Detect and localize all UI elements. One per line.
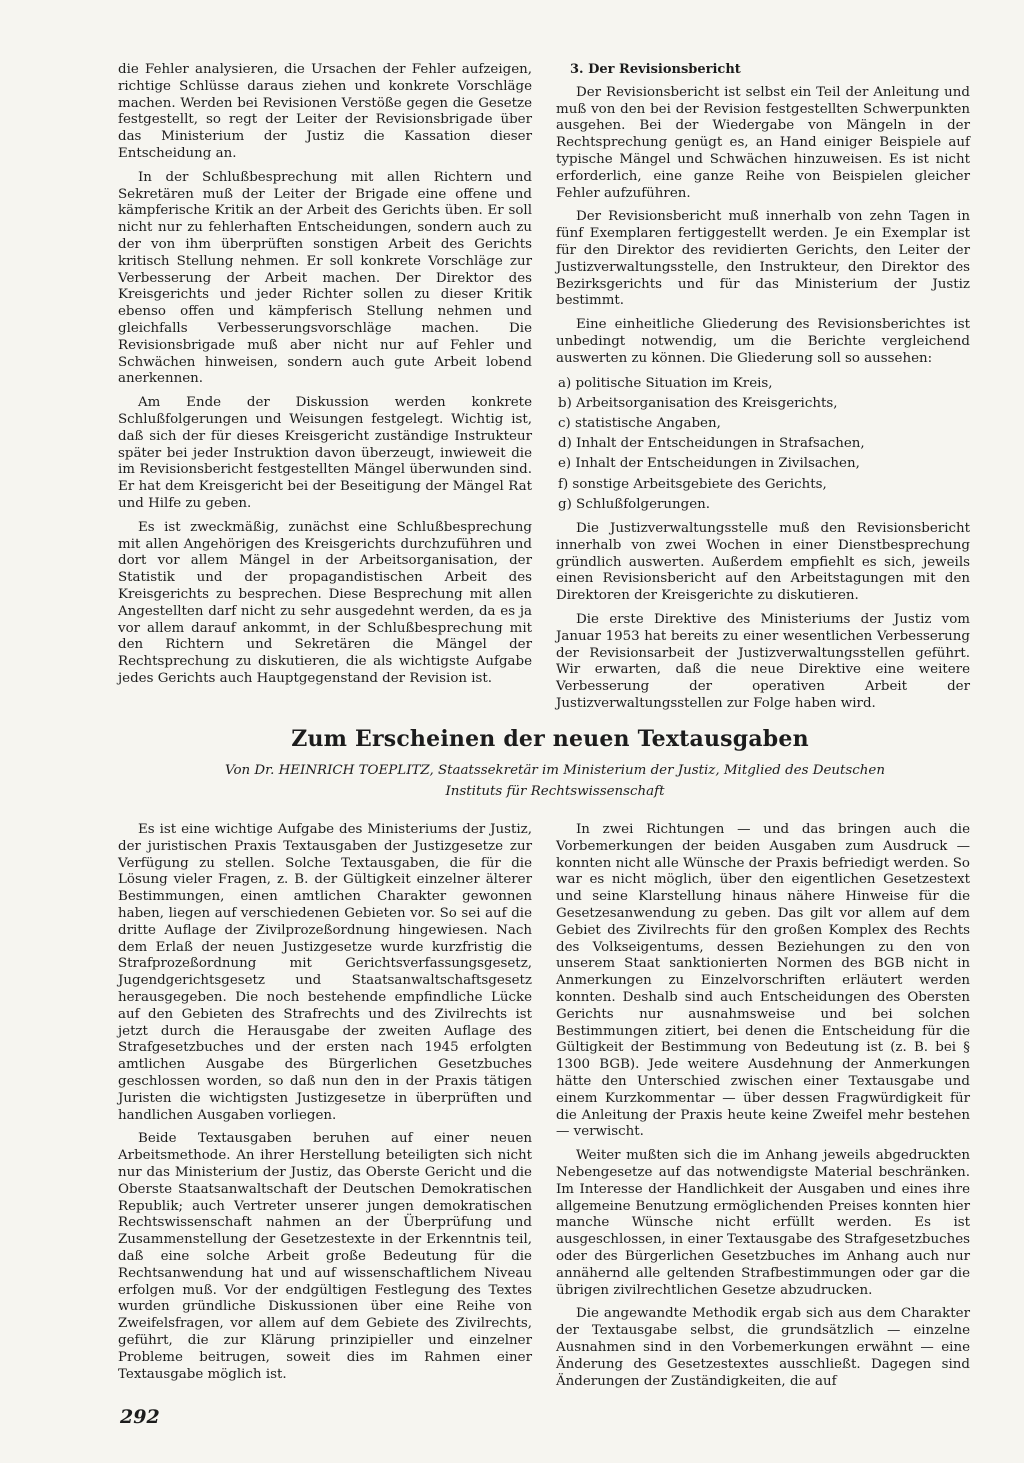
byline-line: Von Dr. HEINRICH TOEPLITZ, Staatssekretär im Ministerium der Justiz, Mitglied des Deutschen xyxy=(225,763,885,778)
paragraph: Eine einheitliche Gliederung des Revisionsberichtes ist unbedingt notwendig, um die Berichte vergleichend auswerten zu können. Die Gliederung soll so aussehen: xyxy=(556,317,970,366)
paragraph: Die Justizverwaltungsstelle muß den Revisionsbericht innerhalb von zwei Wochen in einer Dienstbesprechung gründlich auswerten. Außerdem empfiehlt es sich, jeweils einen Revisionsbericht auf den Arbeitstagungen mit den Direktoren der Kreisgerichte zu diskutieren. xyxy=(556,520,970,604)
paragraph: die Fehler analysieren, die Ursachen der Fehler aufzeigen, richtige Schlüsse daraus ziehen und konkrete Vorschläge machen. Werden bei Revisionen Verstöße gegen die Gesetze festgestellt, so regt der Leiter der Revisionsbrigade über das Ministerium der Justiz die Kassation dieser Entscheidung an. xyxy=(118,62,532,161)
paragraph: Der Revisionsbericht ist selbst ein Teil der Anleitung und muß von den bei der Revision festgestellten Schwerpunkten ausgehen. Bei der Wiedergabe von Mängeln in der Rechtsprechung genügt es, an Hand einiger Beispiele auf typische Mängel und Schwächen hinzuweisen. Es ist nicht erforderlich, eine ganze Reihe von Beispielen gleicher Fehler aufzuführen. xyxy=(556,84,970,201)
list-item: b) Arbeitsorganisation des Kreisgerichts, xyxy=(558,395,838,411)
article-title: Zum Erscheinen der neuen Textausgaben xyxy=(291,726,809,752)
list-item: d) Inhalt der Entscheidungen in Strafsachen, xyxy=(558,436,865,452)
paragraph: Die angewandte Methodik ergab sich aus dem Charakter der Textausgabe selbst, die grundsätzlich — einzelne Ausnahmen sind in den Vorbemerkungen erwähnt — eine Änderung des Gesetzestextes ausschließt. Dagegen sind Änderungen der Zuständigkeiten, die auf xyxy=(556,1306,970,1389)
paragraph: Weiter mußten sich die im Anhang jeweils abgedruckten Nebengesetze auf das notwendigste Material beschränken. Im Interesse der Handlichkeit der Ausgaben und eines ihre allgemeine Benutzung ermöglichenden Preises konnten hier manche Wünsche nicht erfüllt werden. Es ist ausgeschlossen, in einer Textausgabe des Strafgesetzbuches oder des Bürgerlichen Gesetzbuches im Anhang auch nur annähernd alle geltenden Strafbestimmungen oder gar die übrigen zivilrechtlichen Gesetze abzudrucken. xyxy=(556,1148,970,1298)
list-item: a) politische Situation im Kreis, xyxy=(558,375,773,391)
page-number: 292 xyxy=(120,1406,160,1428)
list-item: e) Inhalt der Entscheidungen in Zivilsachen, xyxy=(558,456,860,472)
list-item: c) statistische Angaben, xyxy=(558,415,721,431)
paragraph: Die erste Direktive des Ministeriums der Justiz vom Januar 1953 hat bereits zu einer wesentlichen Verbesserung der Revisionsarbeit der Justizverwaltungsstellen geführt. Wir erwarten, daß die neue Direktive eine weitere Verbesserung der operativen Arbeit der Justizverwaltungsstellen zur Folge haben wird. xyxy=(556,611,970,711)
paragraph: In zwei Richtungen — und das bringen auch die Vorbemerkungen der beiden Ausgaben zum Ausdruck — konnten nicht alle Wünsche der Praxis befriedigt werden. So war es nicht möglich, über den eigentlichen Gesetzestext und seine Klarstellung hinaus nähere Hinweise für die Gesetzesanwendung zu geben. Das gilt vor allem auf dem Gebiet des Zivilrechts für den großen Komplex des Rechts des Volkseigentums, dessen Beziehungen zu den von unserem Staat sanktionierten Normen des BGB nicht in Anmerkungen zu Einzelvorschriften erläutert werden konnten. Deshalb sind auch Entscheidungen des Obersten Gerichts nur ausnahmsweise und bei solchen Bestimmungen zitiert, bei denen die Entscheidung für die Gültigkeit der Bestimmung von Bedeutung ist (z. B. bei § 1300 BGB). Jede weitere Ausdehnung der Anmerkungen hätte den Unterschied zwischen einer Textausgabe und einem Kurzkommentar — über dessen Fragwürdigkeit für die Anleitung der Praxis heute keine Zweifel mehr bestehen — verwischt. xyxy=(556,822,970,1140)
outline-list xyxy=(556,375,970,513)
paragraph: Beide Textausgaben beruhen auf einer neuen Arbeitsmethode. An ihrer Herstellung beteiligten sich nicht nur das Ministerium der Justiz, das Oberste Gericht und die Oberste Staatsanwaltschaft der Deutschen Demokratischen Republik; auch Vertreter unserer jungen demokratischen Rechtswissenschaft nahmen an der Überprüfung und Zusammenstellung der Gesetzestexte in der Erkenntnis teil, daß eine solche Arbeit große Bedeutung für die Rechtsanwendung hat und auf wissenschaftlichem Niveau erfolgen muß. Vor der endgültigen Festlegung des Textes wurden gründliche Diskussionen über eine Reihe von Zweifelsfragen, vor allem auf dem Gebiete des Zivilrechts, geführt, die zur Klärung prinzipieller und einzelner Probleme beitrugen, soweit dies im Rahmen einer Textausgabe möglich ist. xyxy=(118,1131,532,1382)
paragraph: In der Schlußbesprechung mit allen Richtern und Sekretären muß der Leiter der Brigade eine offene und kämpferische Kritik an der Arbeit des Gerichts üben. Er soll nicht nur zu fehlerhaften Entscheidungen, sondern auch zu der von ihm überprüften sonstigen Arbeit des Gerichts kritisch Stellung nehmen. Er soll konkrete Vorschläge zur Verbesserung der Arbeit machen. Der Direktor des Kreisgerichts und jeder Richter sollen zu dieser Kritik ebenso offen und kämpferisch Stellung nehmen und gleichfalls Verbesserungsvorschläge machen. Die Revisionsbrigade muß aber nicht nur auf Fehler und Schwächen hinweisen, sondern auch gute Arbeit lobend anerkennen. xyxy=(118,169,532,387)
column-top-right xyxy=(556,62,970,720)
paragraph: Der Revisionsbericht muß innerhalb von zehn Tagen in fünf Exemplaren fertiggestellt werden. Je ein Exemplar ist für den Direktor des revidierten Gerichts, den Leiter der Justizverwaltungsstelle, den Instrukteur, den Direktor des Bezirksgerichts und für das Ministerium der Justiz bestimmt. xyxy=(556,209,970,309)
column-bottom-left xyxy=(118,822,532,1390)
article-byline xyxy=(150,760,960,802)
column-top-left xyxy=(118,62,532,695)
section-heading: 3. Der Revisionsbericht xyxy=(570,62,741,77)
byline-line: Instituts für Rechtswissenschaft xyxy=(445,784,665,799)
paragraph: Es ist zweckmäßig, zunächst eine Schlußbesprechung mit allen Angehörigen des Kreisgerichts durchzuführen und dort vor allem Mängel in der Arbeitsorganisation, der Statistik und der propagandistischen Arbeit des Kreisgerichts zu besprechen. Diese Besprechung mit allen Angestellten darf nicht zu sehr ausgedehnt werden, da es ja vor allem darauf ankommt, in der Schlußbesprechung mit den Richtern und Sekretären die Mängel der Rechtsprechung zu diskutieren, die als wichtigste Aufgabe jedes Gerichts auch Hauptgegenstand der Revision ist. xyxy=(118,519,532,686)
list-item: g) Schlußfolgerungen. xyxy=(558,496,711,512)
paragraph: Es ist eine wichtige Aufgabe des Ministeriums der Justiz, der juristischen Praxis Textausgaben der Justizgesetze zur Verfügung zu stellen. Solche Textausgaben, die für die Lösung vieler Fragen, z. B. der Gültigkeit einzelner älterer Bestimmungen, einen amtlichen Charakter gewonnen haben, liegen auf verschiedenen Gebieten vor. So sei auf die dritte Auflage der Zivilprozeßordnung hingewiesen. Nach dem Erlaß der neuen Justizgesetze wurde kurzfristig die Strafprozeßordnung mit Gerichtsverfassungsgesetz, Jugendgerichtsgesetz und Staatsanwaltschaftsgesetz herausgegeben. Die noch bestehende empfindliche Lücke auf den Gebieten des Strafrechts und des Zivilrechts ist jetzt durch die Herausgabe der zweiten Auflage des Strafgesetzbuches und der ersten nach 1945 erfolgten amtlichen Ausgabe des Bürgerlichen Gesetzbuches geschlossen worden, so daß nun den in der Praxis tätigen Juristen die wichtigsten Justizgesetze in überprüften und handlichen Ausgaben vorliegen. xyxy=(118,822,532,1123)
list-item: f) sonstige Arbeitsgebiete des Gerichts, xyxy=(558,476,827,492)
paragraph: Am Ende der Diskussion werden konkrete Schlußfolgerungen und Weisungen festgelegt. Wichtig ist, daß sich der für dieses Kreisgericht zuständige Instrukteur später bei jeder Instruktion davon überzeugt, inwieweit die im Revisionsbericht festgestellten Mängel überwunden sind. Er hat dem Kreisgericht bei der Beseitigung der Mängel Rat und Hilfe zu geben. xyxy=(118,395,532,511)
column-bottom-right xyxy=(556,822,970,1397)
